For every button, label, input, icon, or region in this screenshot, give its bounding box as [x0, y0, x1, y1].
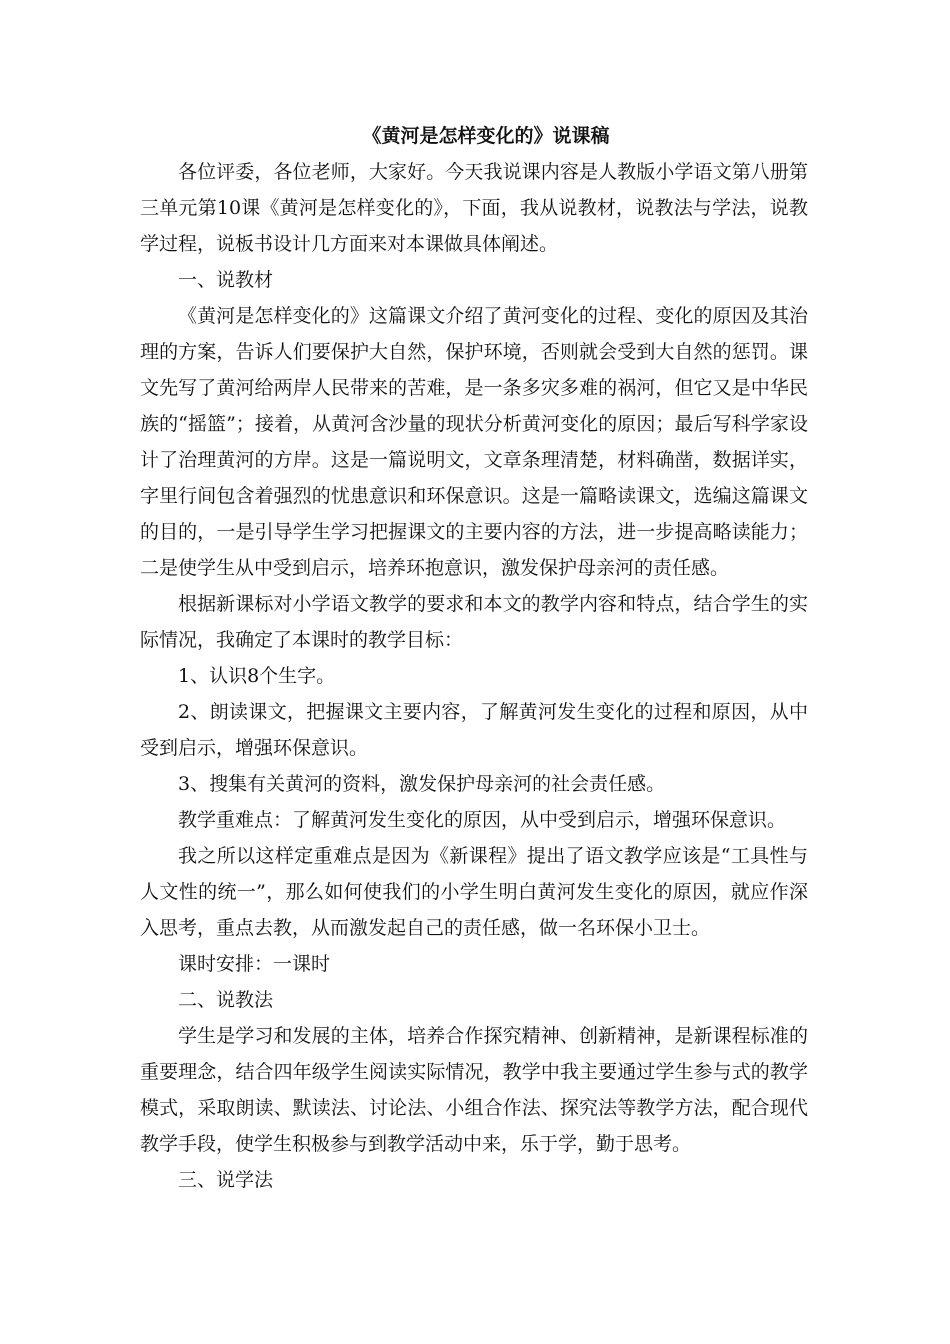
paragraph-key-difficulties: 教学重难点：了解黄河发生变化的原因，从中受到启示，增强环保意识。 — [178, 809, 787, 831]
paragraph-material-analysis: 《黄河是怎样变化的》这篇课文介绍了黄河变化的过程、变化的原因及其治理的方案，告诉人们要保护大自然，保护环境，否则就会受到大自然的惩罚。课文先写了黄河给两岸人民带来的苦难，是一条多灾多难的祸河，但它又是中华民族的“摇篮”；接着，从黄河含沙量的现状分析黄河变化的原因；最后写科学家设计了治理黄河的方岸。这是一篇说明文，文章条理清楚，材料确凿，数据详实，字里行间包含着强烈的忧患意识和环保意识。这是一篇略读课文，选编这篇课文的目的，一是引导学生学习把握课文的主要内容的方法，进一步提高略读能力；二是使学生从中受到启示，培养环抱意识，激发保护母亲河的责任感。 — [140, 305, 808, 579]
section-heading-teaching-material: 一、说教材 — [178, 269, 274, 291]
paragraph-teaching-method: 学生是学习和发展的主体，培养合作探究精神、创新精神，是新课程标准的重要理念，结合四年级学生阅读实际情况，教学中我主要通过学生参与式的教学模式，采取朗读、默读法、讨论法、小组合作法、探究法等教学方法，配合现代教学手段，使学生积极参与到教学活动中来，乐于学，勤于思考。 — [140, 1025, 808, 1155]
paragraph-class-schedule: 课时安排：一课时 — [178, 953, 331, 975]
section-heading-teaching-method: 二、说教法 — [178, 989, 274, 1011]
goal-item-3: 3、搜集有关黄河的资料，激发保护母亲河的社会责任感。 — [178, 773, 666, 795]
paragraph-teaching-goals-intro: 根据新课标对小学语文教学的要求和本文的教学内容和特点，结合学生的实际情况，我确定了本课时的教学目标： — [140, 593, 808, 651]
paragraph-intro: 各位评委，各位老师，大家好。今天我说课内容是人教版小学语文第八册第三单元第10课《黄河是怎样变化的》，下面，我从说教材，说教法与学法，说教学过程，说板书设计几方面来对本课做具体阐述。 — [140, 161, 808, 255]
section-heading-learning-method: 三、说学法 — [178, 1169, 274, 1191]
goal-item-2: 2、朗读课文，把握课文主要内容，了解黄河发生变化的过程和原因，从中受到启示，增强环保意识。 — [140, 701, 808, 759]
document-title: 《黄河是怎样变化的》说课稿 — [362, 125, 610, 147]
paragraph-difficulty-rationale: 我之所以这样定重难点是因为《新课程》提出了语文教学应该是“工具性与人文性的统一”，那么如何使我们的小学生明白黄河发生变化的原因，就应作深入思考，重点去教，从而激发起自己的责任感，做一名环保小卫士。 — [140, 845, 808, 939]
document-page — [140, 118, 808, 1198]
goal-item-1: 1、认识8个生字。 — [178, 665, 336, 687]
